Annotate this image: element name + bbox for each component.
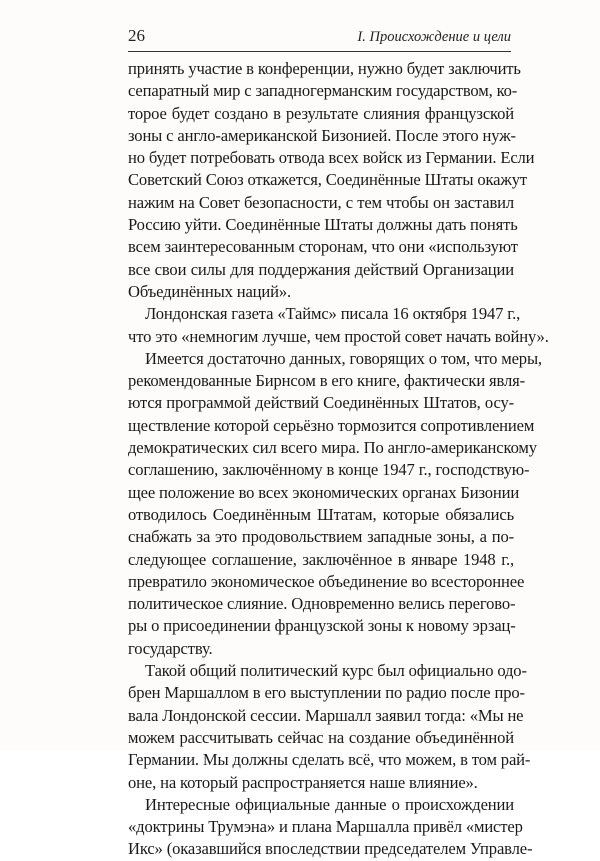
paragraph [128,660,531,794]
text-line: соглашению, заключённому в конце 1947 г., господствую- [128,460,530,480]
text-line: рекомендованные Бирнсом в его книге, фактически явля- [128,371,526,391]
running-title: I. Происхождение и цели [357,29,511,45]
text-line: оне, на который распространяется наше влияние». [128,772,478,792]
paragraph [128,794,533,861]
text-line: но будет потребовать отвода всех войск из Германии. Если [128,148,535,168]
text-line: брен Маршаллом в его выступлении по радио после про- [128,683,525,703]
text-line: Лондонская газета «Таймс» писала 16 октября 1947 г., [145,304,521,324]
text-line: что это «немногим лучше, чем простой совет начать войну». [128,326,549,346]
text-line: щее положение во всех экономических органах Бизонии [128,482,520,502]
text-line: Интересные официальные данные о происхождении [145,794,514,814]
text-line: политическое слияние. Одновременно велись перегово- [128,594,516,614]
text-line: Имеется достаточно данных, говорящих о том, что меры, [145,348,542,368]
text-line: Россию уйти. Соединённые Штаты должны дать понять [128,215,518,235]
text-line: ются программой действий Соединённых Штатов, осу- [128,393,514,413]
paragraph [128,303,549,348]
text-line: можем рассчитывать сейчас на создание объединённой [128,727,514,747]
text-line: демократических сил всего мира. По англо-американскому [128,438,537,458]
body-text [128,58,549,861]
text-line: Советский Союз откажется, Соединённые Штаты окажут [128,170,527,190]
text-line: следующее соглашение, заключённое в январе 1948 г., [128,549,514,569]
text-line: зоны с англо-американской Бизонией. После этого нуж- [128,125,516,145]
text-line: отводилось Соединённым Штатам, которые обязались [128,504,514,524]
text-line: ществление которой серьёзно тормозится сопротивлением [128,415,535,435]
header-rule [128,51,511,52]
text-line: нажим на Совет безопасности, с тем чтобы он заставил [128,192,514,212]
text-line: все свои силы для поддержания действий Организации [128,259,514,279]
page-number: 26 [128,26,145,45]
text-line: Такой общий политический курс был официально одо- [145,661,527,681]
text-line: Германии. Мы должны сделать всё, что можем, в том рай- [128,750,531,770]
text-line: государству. [128,638,213,658]
text-line: снабжать за это продовольствием западные зоны, а по- [128,527,514,547]
paragraph [128,348,542,660]
text-line: ры о присоединении французской зоны к новому эрзац- [128,616,516,636]
text-line: сепаратный мир с западногерманским государством, ко- [128,81,518,101]
text-line: всем заинтересованным сторонам, что они «используют [128,237,518,257]
page-header [128,26,511,50]
text-line: Икс» (оказавшийся впоследствии председателем Управле- [128,839,533,859]
text-line: Объединённых наций». [128,281,291,301]
paragraph [128,58,535,303]
text-line: принять участие в конференции, нужно будет заключить [128,59,521,78]
text-line: торое будет создано в результате слияния французской [128,103,514,123]
text-line: превратило экономическое объединение во всестороннее [128,571,525,591]
text-line: вала Лондонской сессии. Маршалл заявил тогда: «Мы не [128,705,524,725]
text-line: «доктрины Трумэна» и плана Маршалла привёл «мистер [128,817,523,837]
